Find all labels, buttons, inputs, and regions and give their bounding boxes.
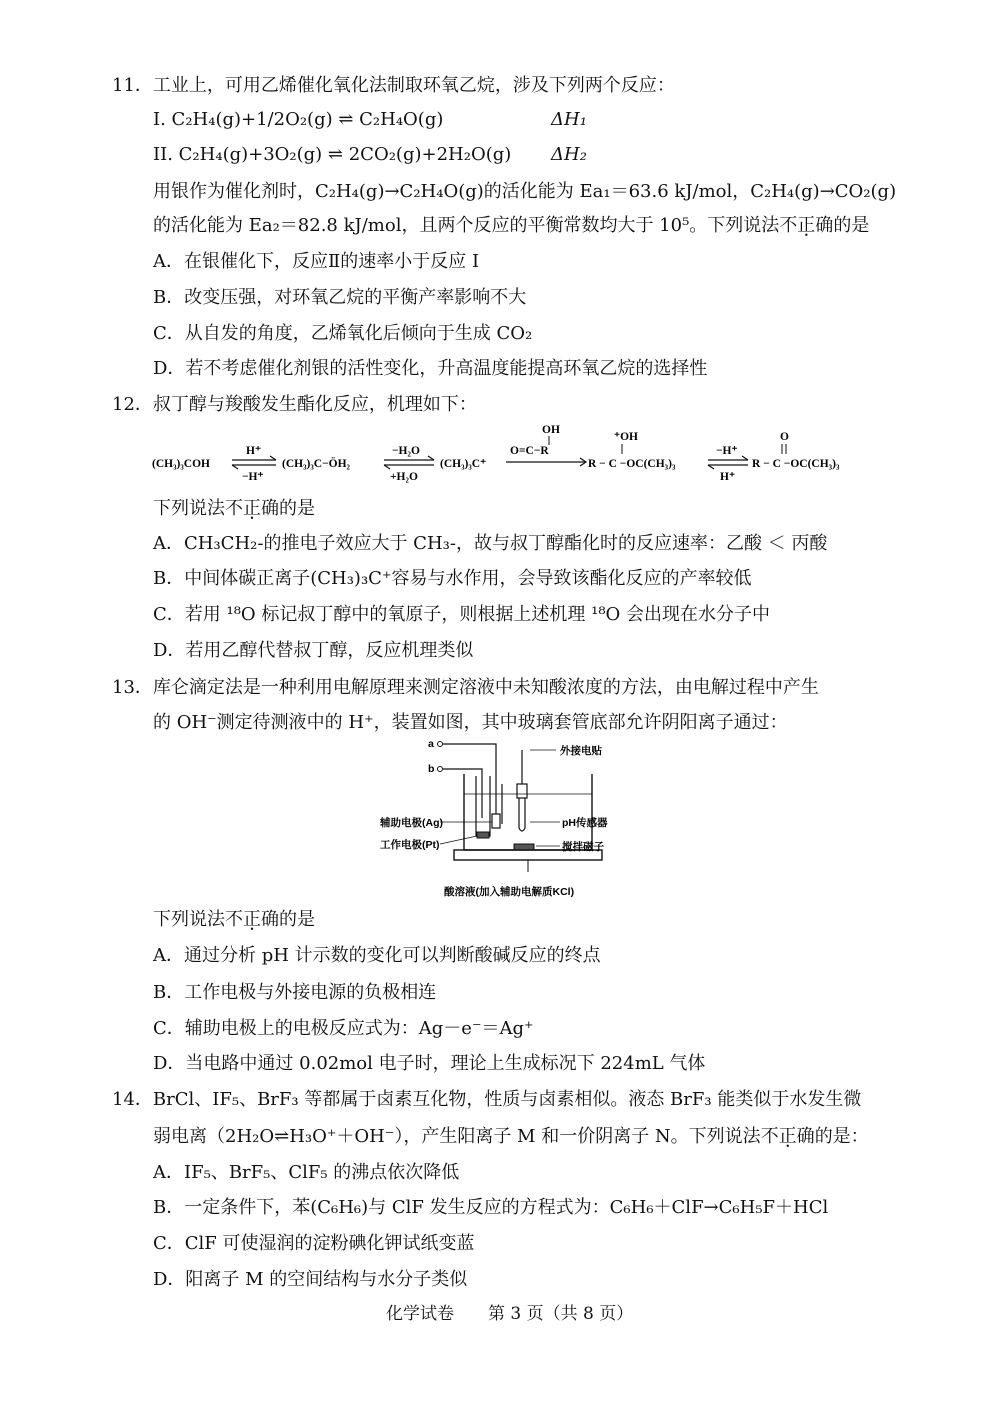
terminal-b bbox=[438, 767, 443, 772]
terminal-a bbox=[438, 742, 443, 747]
mech-tert-butanol: (CH₃)₃COH bbox=[152, 458, 210, 470]
q13-stem-1: 13．库仑滴定法是一种利用电解原理来测定溶液中未知酸浓度的方法，由电解过程中产生 bbox=[112, 677, 819, 698]
beaker bbox=[464, 774, 592, 850]
mech-arrow2-bottom: +H₂O bbox=[390, 471, 418, 483]
mech-intermediate-top: ⁺OH bbox=[614, 431, 638, 443]
coulometric-apparatus-diagram bbox=[380, 736, 650, 902]
q12-option-d: D．若用乙醇代替叔丁醇，反应机理类似 bbox=[153, 640, 474, 661]
q11-line-2-c: 的是 bbox=[833, 215, 870, 236]
q12-not-correct-emph: 不正确 bbox=[225, 498, 279, 519]
q14-stem-2-c: 的是： bbox=[814, 1126, 869, 1147]
mech-ester-oxygen: O bbox=[780, 431, 789, 443]
mech-arrow2-top: −H₂O bbox=[392, 445, 420, 457]
mech-arrow1-top: H⁺ bbox=[246, 445, 262, 457]
q11-option-b: B．改变压强，对环氧乙烷的平衡产率影响不大 bbox=[153, 287, 527, 308]
q14-stem-2-a: 弱电离（2H₂O⇌H₃O⁺＋OH⁻），产生阳离子 M 和一价阴离子 N。下列说法 bbox=[153, 1126, 761, 1147]
q12-stem: 12．叔丁醇与羧酸发生酯化反应，机理如下： bbox=[112, 394, 477, 415]
glass-sleeve bbox=[476, 776, 490, 836]
aux-electrode bbox=[492, 814, 500, 828]
mech-ester: R − C −OC(CH₃)₃ bbox=[752, 458, 840, 470]
q12-mechanism-scheme bbox=[150, 420, 880, 490]
external-connector bbox=[517, 784, 527, 798]
q14-stem-2 bbox=[153, 1125, 869, 1149]
q14-option-c: C．ClF 可使湿润的淀粉碘化钾试纸变蓝 bbox=[153, 1233, 475, 1254]
q14-option-d: D．阳离子 M 的空间结构与水分子类似 bbox=[153, 1269, 468, 1290]
external-connector-label: 外接电贴 bbox=[560, 745, 602, 757]
q12-ask-c: 的是 bbox=[279, 498, 315, 519]
q13-option-b: B．工作电极与外接电源的负极相连 bbox=[153, 982, 437, 1003]
q11-reaction-2: II. C₂H₄(g)+3O₂(g) ⇌ 2CO₂(g)+2H₂O(g) bbox=[153, 144, 512, 165]
mech-oxonium: (CH₃)₃C−ÖH₂ bbox=[282, 458, 351, 470]
q13-option-d: D．当电路中通过 0.02mol 电子时，理论上生成标况下 224mL 气体 bbox=[153, 1053, 706, 1074]
q14-option-b: B．一定条件下，苯(C₆H₆)与 ClF 发生反应的方程式为：C₆H₆＋ClF→C₆H₅F＋HCl bbox=[153, 1197, 829, 1218]
q13-ask-a: 下列说法 bbox=[153, 909, 225, 930]
terminal-a-label: a bbox=[428, 738, 434, 750]
q11-reaction-1: I. C₂H₄(g)+1/2O₂(g) ⇌ C₂H₄O(g) bbox=[153, 109, 444, 130]
q11-reaction-1-dh: ΔH₁ bbox=[551, 109, 587, 130]
q13-option-a: A．通过分析 pH 计示数的变化可以判断酸碱反应的终点 bbox=[153, 945, 601, 966]
q11-stem: 11．工业上，可用乙烯催化氧化法制取环氧乙烷，涉及下列两个反应： bbox=[112, 75, 675, 96]
q14-stem-1: 14．BrCl、IF₅、BrF₃ 等都属于卤素互化物，性质与卤素相似。液态 BrF₃ 能类似于水发生微 bbox=[112, 1089, 862, 1110]
q11-line-1: 用银作为催化剂时，C₂H₄(g)→C₂H₄O(g)的活化能为 Ea₁＝63.6 kJ/mol，C₂H₄(g)→CO₂(g) bbox=[153, 181, 897, 202]
mech-arrow1-bottom: −H⁺ bbox=[242, 471, 264, 483]
q13-stem-2: 的 OH⁻测定待测液中的 H⁺，装置如图，其中玻璃套管底部允许阴阳离子通过： bbox=[153, 712, 788, 733]
q11-line-2 bbox=[153, 214, 869, 238]
q11-option-a: A．在银催化下，反应Ⅱ的速率小于反应 I bbox=[153, 251, 480, 272]
terminal-b-label: b bbox=[428, 763, 435, 775]
q11-not-correct-emph: 不正确 bbox=[779, 215, 834, 236]
aux-electrode-label: 辅助电极(Ag) bbox=[380, 817, 443, 829]
q14-option-a: A．IF₅、BrF₅、ClF₅ 的沸点依次降低 bbox=[153, 1162, 460, 1183]
mech-acid: O=C−R bbox=[510, 445, 549, 457]
q13-option-c: C．辅助电极上的电极反应式为：Ag－e⁻＝Ag⁺ bbox=[153, 1018, 534, 1039]
q12-option-a: A．CH₃CH₂-的推电子效应大于 CH₃-，故与叔丁醇酯化时的反应速率：乙酸 ＜ 丙酸 bbox=[153, 533, 828, 554]
q13-ask bbox=[153, 908, 315, 932]
mech-arrow4-bottom: H⁺ bbox=[720, 471, 736, 483]
q11-line-2-a: 的活化能为 Ea₂＝82.8 kJ/mol，且两个反应的平衡常数均大于 10⁵。下列说法 bbox=[153, 215, 780, 236]
work-electrode bbox=[477, 832, 489, 838]
q12-option-c: C．若用 ¹⁸O 标记叔丁醇中的氧原子，则根据上述机理 ¹⁸O 会出现在水分子中 bbox=[153, 604, 771, 625]
q11-option-d: D．若不考虑催化剂银的活性变化，升高温度能提高环氧乙烷的选择性 bbox=[153, 358, 708, 379]
diagram-caption: 酸溶液(加入辅助电解质KCl) bbox=[444, 886, 575, 898]
q13-not-correct-emph: 不正确 bbox=[225, 909, 279, 930]
mech-acid-oh: OH bbox=[542, 424, 560, 436]
q14-not-correct-emph: 不正确 bbox=[760, 1126, 815, 1147]
q12-ask-a: 下列说法 bbox=[153, 498, 225, 519]
q12-ask bbox=[153, 497, 315, 521]
stir-bar bbox=[514, 844, 534, 850]
stir-bar-label: 搅拌磁子 bbox=[562, 841, 604, 853]
mech-carbocation: (CH₃)₃C⁺ bbox=[440, 458, 487, 470]
q13-ask-c: 的是 bbox=[279, 909, 315, 930]
mech-arrow4-top: −H⁺ bbox=[716, 445, 738, 457]
q11-reaction-2-dh: ΔH₂ bbox=[551, 144, 587, 165]
q11-option-c: C．从自发的角度，乙烯氧化后倾向于生成 CO₂ bbox=[153, 323, 533, 344]
mech-intermediate: R − C −OC(CH₃)₃ bbox=[588, 458, 676, 470]
work-electrode-label: 工作电极(Pt) bbox=[380, 839, 440, 851]
q12-option-b: B．中间体碳正离子(CH₃)₃C⁺容易与水作用，会导致该酯化反应的产率较低 bbox=[153, 568, 752, 589]
ph-sensor bbox=[519, 798, 525, 831]
page-footer: 化学试卷 第 3 页（共 8 页） bbox=[386, 1304, 634, 1324]
ph-sensor-label: pH传感器 bbox=[562, 817, 608, 829]
